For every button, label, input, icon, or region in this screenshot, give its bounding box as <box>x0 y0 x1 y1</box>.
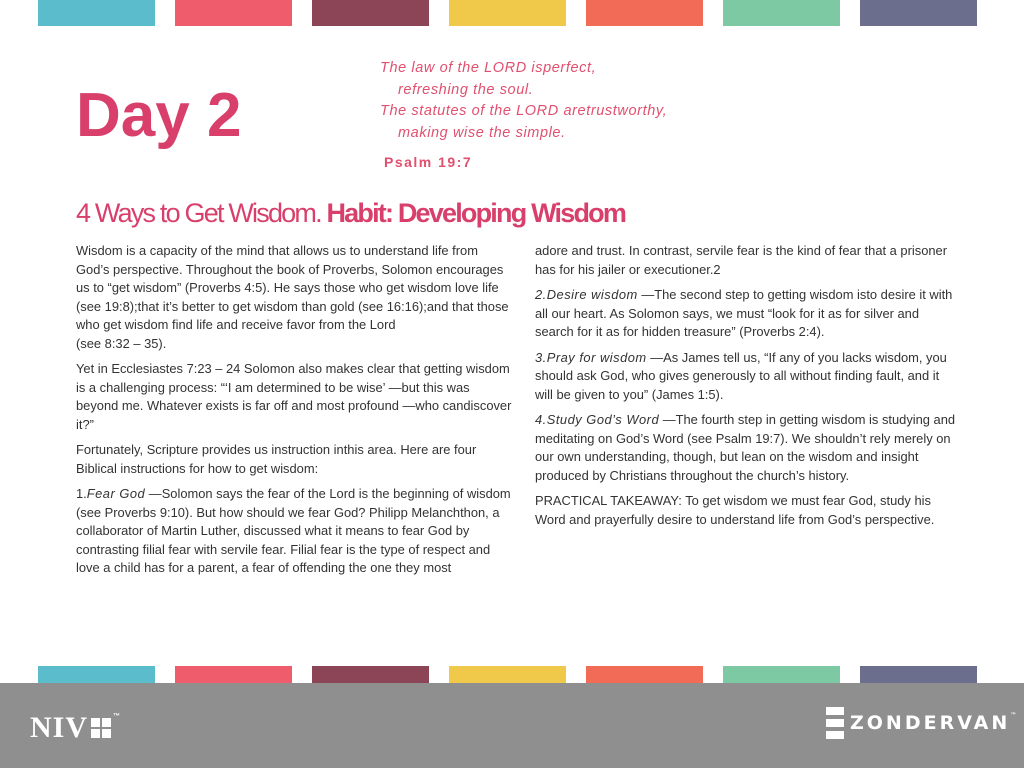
stripe-coral <box>586 666 703 684</box>
paragraph: Fortunately, Scripture provides us instruction inthis area. Here are four Biblical instructions for how to get wisdom: <box>76 442 477 476</box>
trademark: ™ <box>1010 712 1017 719</box>
stripe-teal <box>38 666 155 684</box>
left-column <box>76 242 512 585</box>
stripe-slate <box>860 0 977 26</box>
stripe-slate <box>860 666 977 684</box>
top-color-stripes <box>38 0 982 26</box>
paragraph <box>535 286 957 342</box>
paragraph: Yet in Ecclesiastes 7:23 – 24 Solomon also makes clear that getting wisdom is a challenging process: “‘I am determined to be wise’ —but this was beyond me. Whatever exists is far off and most profound —who candiscover it?” <box>76 361 512 432</box>
paragraph <box>76 242 512 353</box>
stripe-green <box>723 0 840 26</box>
heading-prefix: 4 Ways to Get Wisdom. <box>76 198 321 228</box>
stripe-yellow <box>449 0 566 26</box>
stripe-green <box>723 666 840 684</box>
verse-line: The statutes of the LORD aretrustworthy, <box>380 103 668 119</box>
day-title: Day 2 <box>76 81 242 150</box>
right-column <box>535 242 957 536</box>
zondervan-logo <box>826 707 1016 739</box>
paragraph <box>535 411 957 485</box>
verse-line: making wise the simple. <box>398 124 566 141</box>
step-lead: 4.Study God’s Word <box>535 412 660 427</box>
step-lead: 3.Pray for wisdom <box>535 349 647 365</box>
stripe-pink <box>175 0 292 26</box>
step-text: —The second step to getting wisdom isto desire it with all our heart. As Solomon says, we must “look for it as for silver and search for it as for hidden treasure” (Proverbs 2:4). <box>535 287 953 339</box>
paragraph-text: Wisdom is a capacity of the mind that allows us to understand life from God’s perspective. Throughout the book of Proverbs, Solomon encourages us to “get wisdom” (Proverbs 4:5). He says those who get wisdom love life (see 19:8);that it’s better to get wisdom than gold (see 16:16);and that those who get wisdom find life and receive favor from the Lord <box>76 243 509 332</box>
zondervan-mark-icon <box>826 707 844 739</box>
step-lead: Fear God <box>86 486 146 501</box>
verse-quote <box>380 58 667 144</box>
step-text: —Solomon says the fear of the Lord is the beginning of wisdom (see Proverbs 9:10). But how should we fear God? Philipp Melanchthon, a collaborator of Martin Luther, discussed what it means to fear God by contrasting filial fear with servile fear. Filial fear is the type of respect and love a child has for a parent, a fear of offending the one they most <box>76 486 511 575</box>
stripe-coral <box>586 0 703 26</box>
section-heading <box>76 198 625 229</box>
stripe-maroon <box>312 666 429 684</box>
stripe-teal <box>38 0 155 26</box>
stripe-pink <box>175 666 292 684</box>
step-text: —As James tell us, “If any of you lacks wisdom, you should ask God, who gives generously to all without finding fault, and it will be given to you” (James 1:5). <box>535 349 947 402</box>
cross-icon <box>91 718 111 738</box>
step-lead: 2.Desire wisdom <box>535 287 638 302</box>
step-text: —The fourth step in getting wisdom is studying and meditating on God’s Word (see Psalm 19:7). We shouldn’t rely merely on our own understanding, though, but lean on the wisdom and insight produced by Christians throughout the church’s history. <box>535 412 956 483</box>
stripe-yellow <box>449 666 566 684</box>
stripe-maroon <box>312 0 429 26</box>
verse-line: refreshing the soul. <box>398 81 534 98</box>
paragraph <box>535 349 957 405</box>
paragraph <box>76 485 512 578</box>
zondervan-logo-text: ZONDERVAN <box>850 712 1011 734</box>
verse-line: The law of the LORD isperfect, <box>380 60 597 76</box>
heading-emphasis: Habit: Developing Wisdom <box>326 198 626 228</box>
step-number: 1. <box>76 486 87 501</box>
practical-takeaway: PRACTICAL TAKEAWAY: To get wisdom we must fear God, study his Word and prayerfully desire to understand life from God’s perspective. <box>535 493 935 527</box>
niv-logo <box>30 711 121 745</box>
trademark: ™ <box>113 713 122 720</box>
verse-reference: Psalm 19:7 <box>384 154 473 170</box>
bottom-color-stripes <box>38 666 982 684</box>
paragraph-ref: (see 8:32 – 35). <box>76 335 167 351</box>
niv-logo-text: NIV <box>30 711 89 744</box>
paragraph: adore and trust. In contrast, servile fear is the kind of fear that a prisoner has for his jailer or executioner.2 <box>535 243 947 277</box>
footer-bar <box>0 683 1024 768</box>
